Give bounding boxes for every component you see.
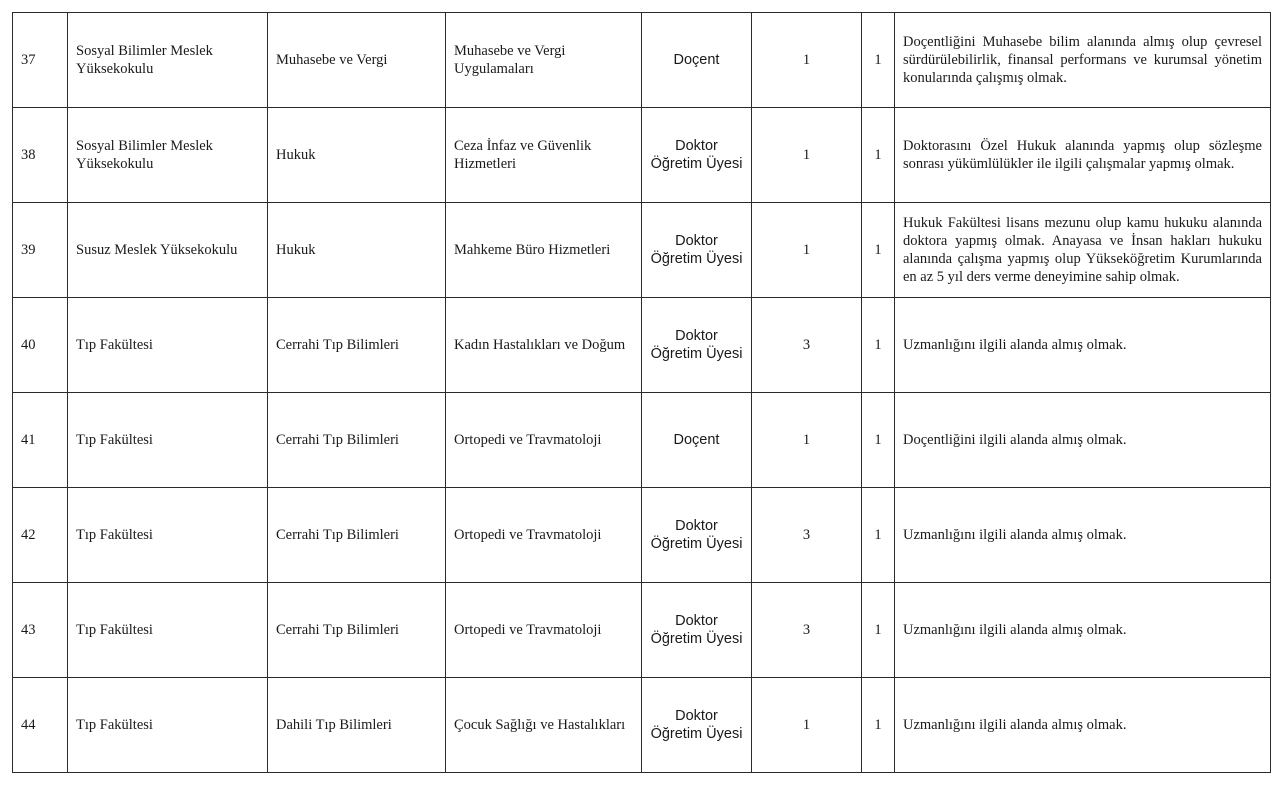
program: Mahkeme Büro Hizmetleri — [454, 242, 611, 258]
position-count: 3 — [802, 622, 811, 638]
academic-title: Doçent — [673, 432, 720, 448]
position-degree: 1 — [874, 527, 882, 543]
department: Cerrahi Tıp Bilimleri — [276, 432, 399, 448]
program: Ceza İnfaz ve Güvenlik Hizmetleri — [454, 138, 592, 172]
requirement-cell — [895, 13, 1271, 108]
requirement: Uzmanlığını ilgili alanda almış olmak. — [903, 527, 1127, 543]
department-cell — [268, 488, 446, 583]
requirement-cell — [895, 678, 1271, 773]
row-number-cell — [13, 108, 68, 203]
requirement-cell — [895, 393, 1271, 488]
row-number: 39 — [21, 242, 36, 258]
position-count-cell — [752, 298, 862, 393]
position-degree: 1 — [874, 432, 882, 448]
department: Cerrahi Tıp Bilimleri — [276, 337, 399, 353]
academic-title: Doktor Öğretim Üyesi — [650, 233, 743, 267]
position-degree: 1 — [874, 242, 882, 258]
requirement-cell — [895, 583, 1271, 678]
program-cell — [446, 13, 642, 108]
table-row — [13, 13, 1271, 108]
row-number-cell — [13, 488, 68, 583]
requirement-cell — [895, 488, 1271, 583]
row-number-cell — [13, 678, 68, 773]
requirement-cell — [895, 108, 1271, 203]
requirement-cell — [895, 298, 1271, 393]
department: Cerrahi Tıp Bilimleri — [276, 527, 399, 543]
department: Dahili Tıp Bilimleri — [276, 717, 392, 733]
program-cell — [446, 488, 642, 583]
requirement: Uzmanlığını ilgili alanda almış olmak. — [903, 337, 1127, 353]
faculty-unit-cell — [68, 678, 268, 773]
program-cell — [446, 108, 642, 203]
academic-title: Doçent — [673, 52, 720, 68]
academic-title-cell — [642, 488, 752, 583]
department-cell — [268, 13, 446, 108]
academic-title-cell — [642, 583, 752, 678]
position-degree-cell — [862, 13, 895, 108]
table-row — [13, 108, 1271, 203]
department-cell — [268, 298, 446, 393]
row-number: 40 — [21, 337, 36, 353]
requirement: Doçentliğini ilgili alanda almış olmak. — [903, 432, 1127, 448]
table-row — [13, 488, 1271, 583]
position-degree: 1 — [874, 622, 882, 638]
row-number: 44 — [21, 717, 36, 733]
table-row — [13, 203, 1271, 298]
department: Cerrahi Tıp Bilimleri — [276, 622, 399, 638]
requirement: Doçentliğini Muhasebe bilim alanında almış olup çevresel sürdürülebilirlik, finansal performans ve kurumsal yönetim konularında çalışmış olmak. — [903, 34, 1262, 86]
program: Muhasebe ve Vergi Uygulamaları — [454, 43, 566, 77]
position-count: 1 — [802, 147, 811, 163]
department-cell — [268, 203, 446, 298]
program: Kadın Hastalıkları ve Doğum — [454, 337, 626, 353]
position-degree: 1 — [874, 52, 882, 68]
faculty-unit-cell — [68, 108, 268, 203]
row-number: 42 — [21, 527, 36, 543]
position-count-cell — [752, 203, 862, 298]
position-degree-cell — [862, 298, 895, 393]
position-count: 1 — [802, 432, 811, 448]
position-degree: 1 — [874, 337, 882, 353]
faculty-unit-cell — [68, 393, 268, 488]
program: Ortopedi ve Travmatoloji — [454, 622, 602, 638]
table-row — [13, 583, 1271, 678]
academic-title-cell — [642, 393, 752, 488]
department-cell — [268, 678, 446, 773]
requirement: Doktorasını Özel Hukuk alanında yapmış olup sözleşme sonrası yükümlülükler ile ilgili çalışmalar yapmış olmak. — [903, 138, 1262, 172]
position-count: 1 — [802, 717, 811, 733]
academic-title: Doktor Öğretim Üyesi — [650, 328, 743, 362]
table-row — [13, 298, 1271, 393]
faculty-unit: Tıp Fakültesi — [76, 527, 153, 543]
faculty-unit: Sosyal Bilimler Meslek Yüksekokulu — [76, 138, 213, 172]
faculty-unit: Tıp Fakültesi — [76, 432, 153, 448]
academic-title-cell — [642, 203, 752, 298]
requirement: Uzmanlığını ilgili alanda almış olmak. — [903, 717, 1127, 733]
row-number-cell — [13, 203, 68, 298]
row-number: 43 — [21, 622, 36, 638]
faculty-unit-cell — [68, 203, 268, 298]
program-cell — [446, 678, 642, 773]
faculty-unit-cell — [68, 583, 268, 678]
requirement-cell — [895, 203, 1271, 298]
academic-title-cell — [642, 298, 752, 393]
position-count-cell — [752, 393, 862, 488]
program: Ortopedi ve Travmatoloji — [454, 432, 602, 448]
department-cell — [268, 583, 446, 678]
row-number-cell — [13, 13, 68, 108]
academic-title: Doktor Öğretim Üyesi — [650, 613, 743, 647]
row-number-cell — [13, 583, 68, 678]
position-degree-cell — [862, 678, 895, 773]
table-row — [13, 678, 1271, 773]
position-degree-cell — [862, 108, 895, 203]
academic-title-cell — [642, 678, 752, 773]
row-number: 41 — [21, 432, 36, 448]
position-count-cell — [752, 678, 862, 773]
faculty-unit: Susuz Meslek Yüksekokulu — [76, 242, 238, 258]
position-degree: 1 — [874, 717, 882, 733]
faculty-unit: Tıp Fakültesi — [76, 622, 153, 638]
program-cell — [446, 203, 642, 298]
position-count: 3 — [802, 337, 811, 353]
position-degree-cell — [862, 203, 895, 298]
department: Hukuk — [276, 147, 316, 163]
program: Çocuk Sağlığı ve Hastalıkları — [454, 717, 626, 733]
position-degree-cell — [862, 488, 895, 583]
academic-title: Doktor Öğretim Üyesi — [650, 138, 743, 172]
position-count: 1 — [802, 52, 811, 68]
academic-title-cell — [642, 13, 752, 108]
faculty-unit: Tıp Fakültesi — [76, 337, 153, 353]
faculty-unit-cell — [68, 13, 268, 108]
academic-title: Doktor Öğretim Üyesi — [650, 708, 743, 742]
department-cell — [268, 393, 446, 488]
row-number: 38 — [21, 147, 36, 163]
position-count-cell — [752, 488, 862, 583]
requirement: Uzmanlığını ilgili alanda almış olmak. — [903, 622, 1127, 638]
position-degree-cell — [862, 393, 895, 488]
table-body — [13, 13, 1271, 773]
faculty-unit: Tıp Fakültesi — [76, 717, 153, 733]
position-count: 3 — [802, 527, 811, 543]
program-cell — [446, 393, 642, 488]
program: Ortopedi ve Travmatoloji — [454, 527, 602, 543]
position-count-cell — [752, 13, 862, 108]
row-number: 37 — [21, 52, 36, 68]
staff-positions-table — [12, 12, 1271, 773]
program-cell — [446, 298, 642, 393]
department: Muhasebe ve Vergi — [276, 52, 388, 68]
position-degree-cell — [862, 583, 895, 678]
faculty-unit-cell — [68, 488, 268, 583]
position-count-cell — [752, 583, 862, 678]
program-cell — [446, 583, 642, 678]
position-count-cell — [752, 108, 862, 203]
academic-title-cell — [642, 108, 752, 203]
department-cell — [268, 108, 446, 203]
requirement: Hukuk Fakültesi lisans mezunu olup kamu hukuku alanında doktora yapmış olmak. Anayasa ve İnsan hakları hukuku alanında çalışma yapmış olup Yükseköğretim Kurumlarında en az 5 yıl ders verme deneyimine sahip olmak. — [903, 215, 1262, 285]
row-number-cell — [13, 298, 68, 393]
faculty-unit: Sosyal Bilimler Meslek Yüksekokulu — [76, 43, 213, 77]
department: Hukuk — [276, 242, 316, 258]
position-degree: 1 — [874, 147, 882, 163]
position-count: 1 — [802, 242, 811, 258]
table-row — [13, 393, 1271, 488]
academic-title: Doktor Öğretim Üyesi — [650, 518, 743, 552]
row-number-cell — [13, 393, 68, 488]
faculty-unit-cell — [68, 298, 268, 393]
